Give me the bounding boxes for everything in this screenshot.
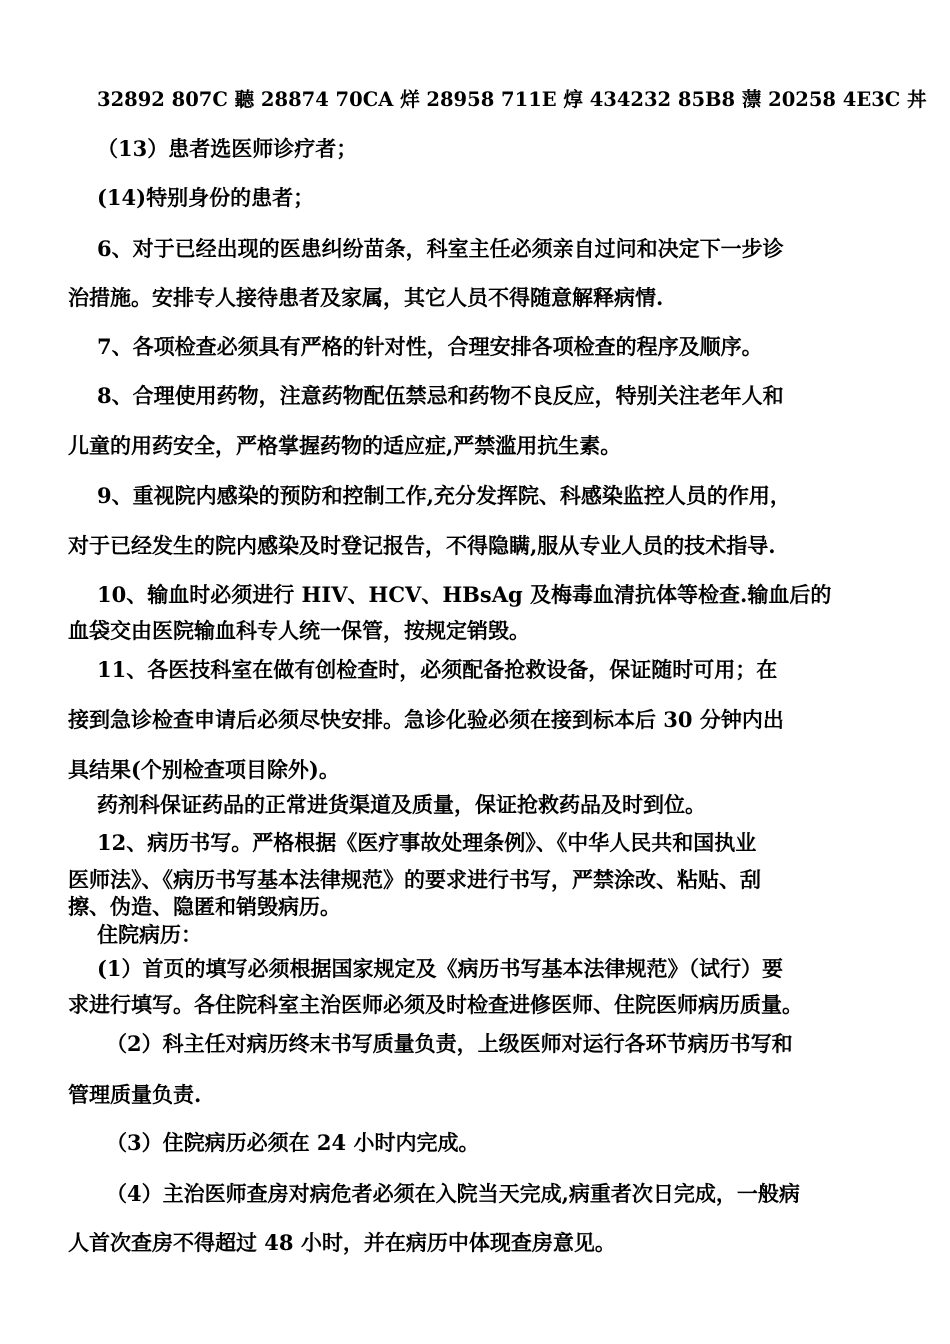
text-line: 治措施。安排专人接待患者及家属，其它人员不得随意解释病情. [68,285,664,310]
text-line: （4）主治医师查房对病危者必须在入院当天完成,病重者次日完成，一般病 [106,1181,800,1206]
text-line: 11、各医技科室在做有创检查时，必须配备抢救设备，保证随时可用；在 [97,657,778,682]
text-line: 6、对于已经出现的医患纠纷苗条，科室主任必须亲自过问和决定下一步诊 [97,236,784,261]
text-line: （2）科主任对病历终末书写质量负责，上级医师对运行各环节病历书写和 [106,1031,793,1056]
text-line: 药剂科保证药品的正常进货渠道及质量，保证抢救药品及时到位。 [97,792,706,817]
text-line: (1）首页的填写必须根据国家规定及《病历书写基本法律规范》（试行）要 [97,956,784,981]
text-line: 12、病历书写。严格根据《医疗事故处理条例》、《中华人民共和国执业 [97,830,757,855]
text-line: 擦、伪造、隐匿和销毁病历。 [68,894,341,919]
text-line: 对于已经发生的院内感染及时登记报告，不得隐瞒,服从专业人员的技术指导. [68,533,776,558]
text-line: 医师法》、《病历书写基本法律规范》的要求进行书写，严禁涂改、粘贴、刮 [68,867,761,892]
text-line: 儿童的用药安全，严格掌握药物的适应症,严禁滥用抗生素。 [68,433,622,458]
text-line: 具结果(个别检查项目除外)。 [68,757,340,782]
text-line: 32892 807C 聽 28874 70CA 烊 28958 711E 焞 434232 85B8 薸 20258 4E3C 丼 [97,88,927,111]
text-line: 人首次查房不得超过 48 小时，并在病历中体现查房意见。 [68,1230,616,1255]
text-line: 10、输血时必须进行 HIV、HCV、HBsAg 及梅毒血清抗体等检查.输血后的 [97,582,832,607]
text-line: 求进行填写。各住院科室主治医师必须及时检查进修医师、住院医师病历质量。 [68,992,803,1017]
text-line: 7、各项检查必须具有严格的针对性，合理安排各项检查的程序及顺序。 [97,334,763,359]
text-line: （3）住院病历必须在 24 小时内完成。 [106,1130,480,1155]
text-line: 8、合理使用药物，注意药物配伍禁忌和药物不良反应，特别关注老年人和 [97,383,784,408]
text-line: 管理质量负责. [68,1082,202,1107]
text-line: 9、重视院内感染的预防和控制工作,充分发挥院、科感染监控人员的作用， [97,483,791,508]
text-line: 血袋交由医院输血科专人统一保管，按规定销毁。 [68,618,530,643]
text-line: （13）患者选医师诊疗者； [97,136,358,161]
text-line: 住院病历： [97,922,202,947]
text-line: (14)特别身份的患者； [97,185,315,210]
text-line: 接到急诊检查申请后必须尽快安排。急诊化验必须在接到标本后 30 分钟内出 [68,707,784,732]
